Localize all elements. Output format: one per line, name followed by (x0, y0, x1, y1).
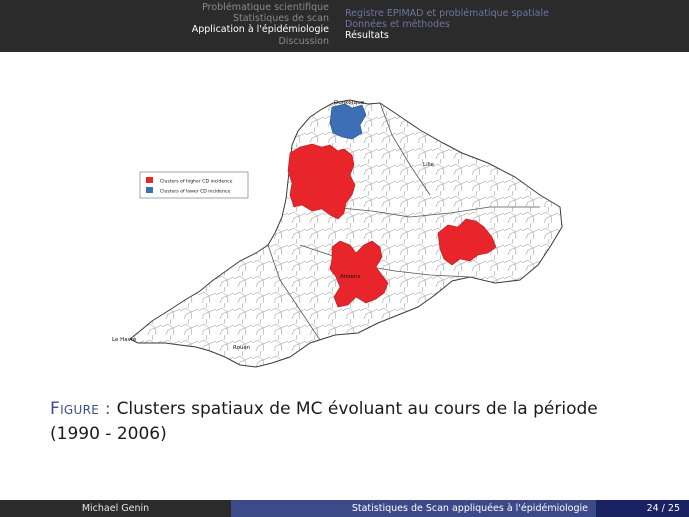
nav-subsection-registre[interactable]: Registre EPIMAD et problématique spatiale (345, 8, 549, 19)
cluster-lower-dunkerque (330, 104, 366, 139)
nav-subsection-resultats[interactable]: Résultats (345, 30, 389, 42)
nav-section-statistiques[interactable]: Statistiques de scan (232, 13, 329, 25)
nav-section-problematique[interactable]: Problématique scientifique (202, 2, 329, 13)
figure-label-separator: : (99, 399, 117, 419)
legend-swatch-higher (146, 177, 153, 183)
legend-label-higher: Clusters of higher CD incidence (160, 179, 233, 185)
footer-bar (0, 500, 689, 517)
region-outline (130, 100, 562, 367)
city-label-amiens: Amiens (340, 274, 361, 280)
figure-caption-text: Clusters spatiaux de MC évoluant au cours de la période (1990 - 2006) (50, 399, 598, 444)
nav-section-application[interactable]: Application à l'épidémiologie (191, 24, 329, 36)
nav-subsection-donnees[interactable]: Données et méthodes (345, 19, 450, 31)
city-label-le-havre: Le Havre (112, 337, 137, 343)
map-legend (140, 172, 248, 198)
legend-swatch-lower (146, 187, 153, 193)
city-label-rouen: Rouen (233, 345, 251, 351)
figure-label: Figure (50, 399, 100, 419)
footer-page-number: 24 / 25 (596, 500, 689, 517)
top-navigation-bar (0, 0, 689, 52)
nav-section-discussion[interactable]: Discussion (278, 35, 329, 47)
legend-label-lower: Clusters of lower CD incidence (160, 189, 231, 195)
footer-presentation-title: Statistiques de Scan appliquées à l'épidémiologie (231, 500, 596, 517)
city-label-lille: Lille (423, 162, 435, 168)
city-label-dunkerque: Dunkerque (334, 100, 365, 106)
figure-caption (50, 397, 650, 447)
cluster-map-figure (0, 95, 689, 380)
cluster-map (0, 95, 689, 380)
footer-author: Michael Genin (0, 500, 231, 517)
subsection-nav (345, 8, 549, 42)
section-nav (0, 2, 329, 47)
